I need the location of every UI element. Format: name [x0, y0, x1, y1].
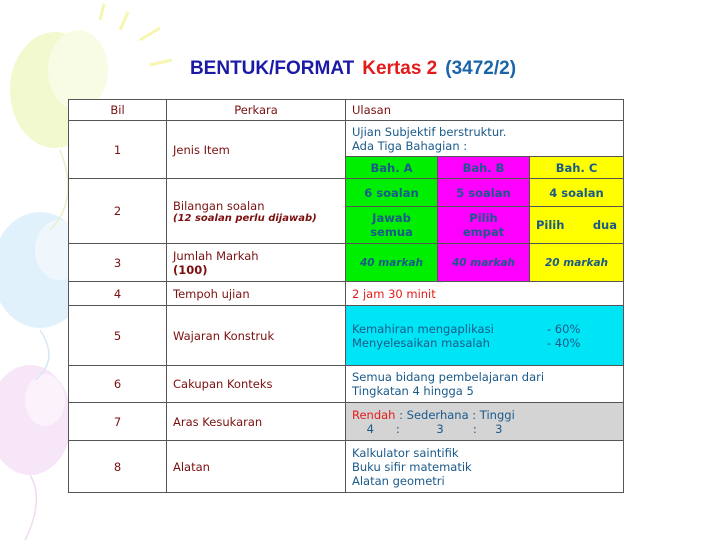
section-b: Bah. B	[438, 157, 530, 179]
row1-perkara: Jenis Item	[167, 121, 346, 179]
construct-item	[352, 322, 617, 336]
section-c: Bah. C	[530, 157, 624, 179]
header-bil: Bil	[69, 100, 167, 121]
answer-a-line2: semua	[370, 225, 413, 239]
difficulty-ratios	[352, 422, 617, 436]
ratio-value: 4	[366, 421, 374, 436]
ratio-value: 3	[436, 421, 444, 436]
row8-bil: 8	[69, 441, 167, 493]
answer-a	[346, 207, 438, 244]
ratio-sep: :	[395, 421, 400, 436]
table-row	[69, 121, 624, 157]
row6-bil: 6	[69, 366, 167, 403]
count-a: 6 soalan	[346, 179, 438, 207]
table-row	[69, 441, 624, 493]
ratio-sep: :	[472, 421, 477, 436]
row3-perkara-label: Jumlah Markah	[173, 248, 259, 263]
row7-perkara: Aras Kesukaran	[167, 403, 346, 441]
row3-bil: 3	[69, 244, 167, 282]
level-rendah: Rendah	[352, 407, 396, 422]
table-row	[69, 179, 624, 207]
construct-value: - 40%	[547, 335, 581, 350]
header-perkara: Perkara	[167, 100, 346, 121]
title-part3: (3472/2)	[445, 58, 517, 79]
row1-bil: 1	[69, 121, 167, 179]
table-row	[69, 366, 624, 403]
title-part2: Kertas 2	[362, 58, 438, 79]
format-table	[68, 99, 624, 493]
row8-ulasan	[346, 441, 624, 493]
row4-bil: 4	[69, 282, 167, 306]
difficulty-levels	[352, 408, 617, 422]
answer-a-line1: Jawab	[372, 211, 411, 225]
title-part1: BENTUK/FORMAT	[189, 58, 355, 79]
sparkle-icon	[100, 4, 172, 65]
row7-ulasan	[346, 403, 624, 441]
mark-c: 20 markah	[530, 244, 624, 282]
table-row	[69, 306, 624, 366]
count-b: 5 soalan	[438, 179, 530, 207]
level-sederhana: : Sederhana	[399, 407, 469, 422]
level-tinggi: : Tinggi	[472, 407, 515, 422]
tool-item: Kalkulator saintifik	[352, 445, 459, 460]
table-row	[69, 403, 624, 441]
mark-a: 40 markah	[346, 244, 438, 282]
answer-b-line2: empat	[462, 225, 505, 239]
answer-c-line	[536, 218, 617, 232]
answer-c	[530, 207, 624, 244]
row6-ulasan-line1: Semua bidang pembelajaran dari	[352, 370, 545, 384]
row1-ulasan-line1: Ujian Subjektif berstruktur.	[352, 124, 507, 139]
row2-bil: 2	[69, 179, 167, 244]
count-c: 4 soalan	[530, 179, 624, 207]
construct-value: - 60%	[547, 321, 581, 336]
tool-item: Buku sifir matematik	[352, 459, 472, 474]
row6-ulasan	[346, 366, 624, 403]
table-header-row	[69, 100, 624, 121]
row5-ulasan	[346, 306, 624, 366]
row1-ulasan-line2: Ada Tiga Bahagian :	[352, 138, 468, 153]
answer-c-word2: dua	[592, 218, 618, 232]
row2-perkara	[167, 179, 346, 244]
header-ulasan: Ulasan	[346, 100, 624, 121]
table-row	[69, 244, 624, 282]
mark-b: 40 markah	[438, 244, 530, 282]
row6-perkara: Cakupan Konteks	[167, 366, 346, 403]
tool-item: Alatan geometri	[352, 473, 445, 488]
row2-perkara-label: Bilangan soalan	[173, 198, 265, 213]
row4-perkara: Tempoh ujian	[167, 282, 346, 306]
construct-label: Kemahiran mengaplikasi	[352, 321, 494, 336]
row5-perkara: Wajaran Konstruk	[167, 306, 346, 366]
row6-ulasan-line2: Tingkatan 4 hingga 5	[352, 384, 474, 398]
row3-perkara	[167, 244, 346, 282]
row8-perkara: Alatan	[167, 441, 346, 493]
row7-bil: 7	[69, 403, 167, 441]
section-a: Bah. A	[346, 157, 438, 179]
construct-item	[352, 336, 617, 350]
answer-c-word1: Pilih	[536, 218, 565, 232]
page-title	[0, 58, 706, 80]
row3-perkara-note: (100)	[173, 262, 208, 277]
row1-ulasan	[346, 121, 624, 157]
construct-label: Menyelesaikan masalah	[352, 335, 490, 350]
row2-perkara-note: (12 soalan perlu dijawab)	[173, 212, 317, 224]
ratio-value: 3	[495, 421, 503, 436]
answer-b	[438, 207, 530, 244]
table-row	[69, 282, 624, 306]
row5-bil: 5	[69, 306, 167, 366]
answer-b-line1: Pilih	[469, 211, 498, 225]
row4-ulasan: 2 jam 30 minit	[346, 282, 624, 306]
